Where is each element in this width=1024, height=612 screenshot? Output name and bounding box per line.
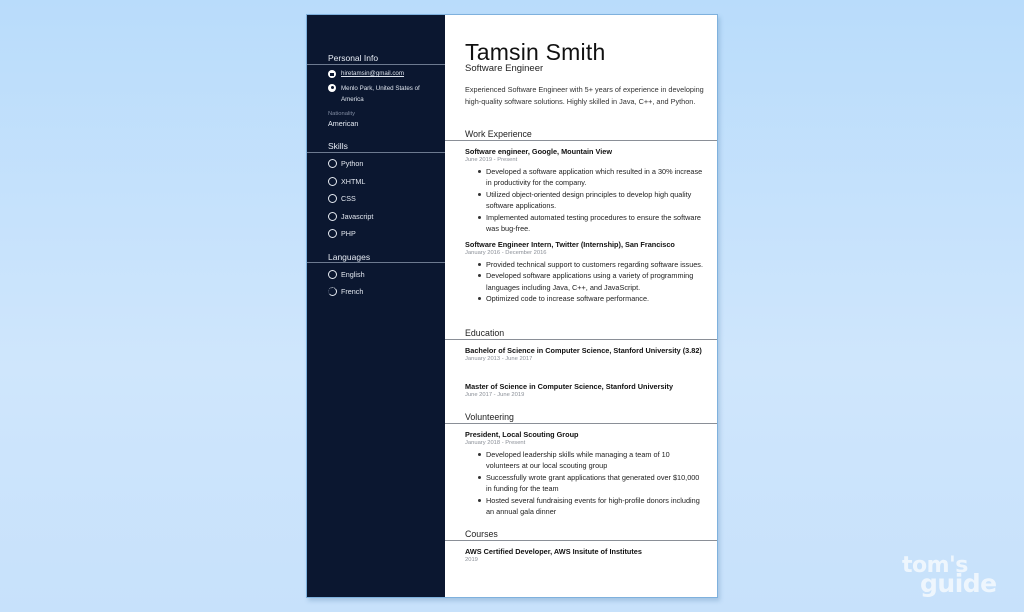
personal-info-divider xyxy=(307,64,445,65)
nationality-value: American xyxy=(328,119,359,128)
volunteer-dates: January 2018 - Present xyxy=(465,440,526,446)
bullet-item: Implemented automated testing procedures to ensure the software was bug-free. xyxy=(465,212,705,235)
email-icon xyxy=(328,70,336,78)
skill-item xyxy=(328,159,363,168)
email-link[interactable]: hiretamsin@gmail.com xyxy=(341,70,405,77)
skills-heading: Skills xyxy=(328,141,348,151)
degree-title: Master of Science in Computer Science, Stanford University xyxy=(465,382,674,391)
job-title: Software Engineer Intern, Twitter (Internship), San Francisco xyxy=(465,240,675,249)
language-label: English xyxy=(341,270,365,279)
job-bullets xyxy=(465,166,705,234)
bullet-item: Provided technical support to customers regarding software issues. xyxy=(465,259,705,270)
personal-info-heading: Personal Info xyxy=(328,53,379,63)
education-entry xyxy=(465,345,705,363)
language-label: French xyxy=(341,287,364,296)
skill-label: Python xyxy=(341,159,364,168)
location-line-2: America xyxy=(341,96,364,103)
education-heading: Education xyxy=(465,328,505,338)
job-entry xyxy=(465,239,705,305)
job-title: Software engineer, Google, Mountain View xyxy=(465,147,613,156)
education-divider xyxy=(445,339,717,340)
volunteering-entry xyxy=(465,429,705,517)
skills-divider xyxy=(307,152,445,153)
course-year: 2019 xyxy=(465,557,478,563)
summary-text: Experienced Software Engineer with 5+ years of experience in developing high-quality software solutions. Highly skilled in Java, C++, and Python. xyxy=(465,85,704,106)
degree-title: Bachelor of Science in Computer Science, Stanford University (3.82) xyxy=(465,346,702,355)
location-line-1: Menlo Park, United States of xyxy=(341,85,420,92)
degree-dates: January 2013 - June 2017 xyxy=(465,356,533,362)
bullet-item: Successfully wrote grant applications that generated over $10,000 in funding for the team xyxy=(465,472,705,495)
bullet-item: Developed software applications using a variety of programming languages including Java, C++, and JavaScript. xyxy=(465,270,705,293)
toms-guide-watermark-logo xyxy=(900,553,1010,601)
bullet-item: Developed a software application which resulted in a 30% increase in productivity for the company. xyxy=(465,166,705,189)
skill-item xyxy=(328,229,356,238)
languages-heading: Languages xyxy=(328,252,371,262)
skill-item xyxy=(328,212,373,221)
location-row xyxy=(328,83,420,105)
bullet-item: Hosted several fundraising events for high-profile donors including an annual gala dinner xyxy=(465,495,705,518)
course-title: AWS Certified Developer, AWS Insitute of Institutes xyxy=(465,547,642,556)
resume-document xyxy=(306,14,718,598)
skill-item xyxy=(328,194,356,203)
language-level-ring-icon xyxy=(328,270,337,279)
resume-main xyxy=(445,15,717,597)
skill-label: CSS xyxy=(341,194,356,203)
bullet-item: Utilized object-oriented design principles to develop high quality software applications. xyxy=(465,189,705,212)
education-entry xyxy=(465,381,705,399)
bullet-item: Optimized code to increase software performance. xyxy=(465,293,705,304)
resume-sidebar xyxy=(307,15,445,597)
skill-level-ring-icon xyxy=(328,212,337,221)
language-level-ring-icon xyxy=(328,287,337,296)
language-item xyxy=(328,270,365,279)
skill-label: PHP xyxy=(341,229,356,238)
candidate-title: Software Engineer xyxy=(465,63,544,74)
skill-label: Javascript xyxy=(341,212,374,221)
skill-level-ring-icon xyxy=(328,177,337,186)
skill-level-ring-icon xyxy=(328,194,337,203)
languages-divider xyxy=(307,262,445,263)
degree-dates: June 2017 - June 2019 xyxy=(465,392,525,398)
job-bullets xyxy=(465,259,705,305)
skill-level-ring-icon xyxy=(328,159,337,168)
work-experience-divider xyxy=(445,140,717,141)
course-entry xyxy=(465,546,705,564)
language-item xyxy=(328,287,363,296)
job-entry xyxy=(465,146,705,234)
watermark-line-1: tom's xyxy=(902,553,968,578)
volunteering-divider xyxy=(445,423,717,424)
location-pin-icon xyxy=(328,84,336,92)
courses-heading: Courses xyxy=(465,529,498,539)
watermark-line-2: guide xyxy=(920,569,997,598)
skill-item xyxy=(328,177,365,186)
candidate-name: Tamsin Smith xyxy=(465,39,606,65)
skill-level-ring-icon xyxy=(328,229,337,238)
nationality-label: Nationality xyxy=(328,111,356,117)
bullet-item: Developed leadership skills while managing a team of 10 volunteers at our local scouting group xyxy=(465,449,705,472)
work-experience-heading: Work Experience xyxy=(465,129,532,139)
email-row[interactable] xyxy=(328,69,404,79)
job-dates: January 2016 - December 2016 xyxy=(465,250,547,256)
job-dates: June 2019 - Present xyxy=(465,157,518,163)
volunteer-bullets xyxy=(465,449,705,517)
skill-label: XHTML xyxy=(341,177,366,186)
courses-divider xyxy=(445,540,717,541)
volunteer-role-title: President, Local Scouting Group xyxy=(465,430,579,439)
volunteering-heading: Volunteering xyxy=(465,412,514,422)
